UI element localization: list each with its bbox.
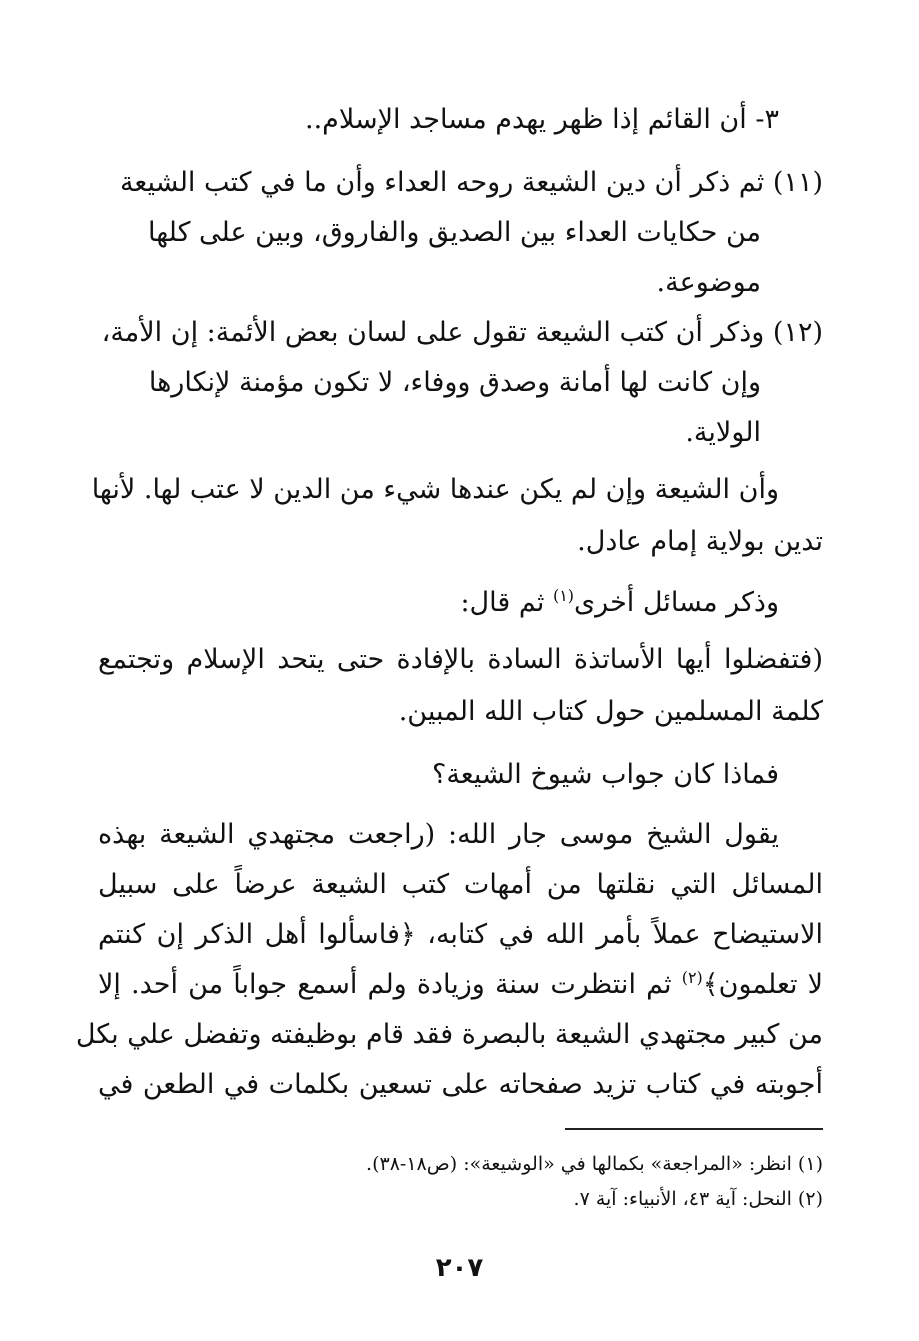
footnote: (١) انظر: «المراجعة» بكمالها في «الوشيعة»: (ص١٨-٣٨).: [366, 1153, 823, 1175]
footnote: (٢) النحل: آية ٤٣، الأنبياء: آية ٧.: [573, 1188, 823, 1210]
text-line: (١١) ثم ذكر أن دين الشيعة روحه العداء وأن ما في كتب الشيعة: [119, 167, 823, 198]
text-line: تدين بولاية إمام عادل.: [577, 526, 823, 557]
text-line: (فتفضلوا أيها الأساتذة السادة بالإفادة حتى يتحد الإسلام وتجتمع: [98, 644, 823, 675]
text-line: فماذا كان جواب شيوخ الشيعة؟: [431, 759, 779, 790]
text-line: (١٢) وذكر أن كتب الشيعة تقول على لسان بعض الأئمة: إن الأمة،: [101, 317, 823, 348]
text-line: المسائل التي نقلتها من أمهات كتب الشيعة عرضاً على سبيل: [98, 869, 823, 900]
text-segment: لا تعلمون﴾: [702, 969, 824, 1000]
text-line: وأن الشيعة وإن لم يكن عندها شيء من الدين لا عتب لها. لأنها: [91, 474, 779, 505]
footnote-marker: (١): [552, 586, 575, 605]
text-line: ٣- أن القائم إذا ظهر يهدم مساجد الإسلام..: [304, 104, 779, 135]
text-line: من كبير مجتهدي الشيعة بالبصرة فقد قام بوظيفته وتفضل علي بكل: [75, 1019, 823, 1050]
text-line: موضوعة.: [656, 267, 761, 298]
text-line: أجوبته في كتاب تزيد صفحاته على تسعين بكلمات في الطعن في: [98, 1069, 823, 1100]
text-line: الاستيضاح عملاً بأمر الله في كتابه، ﴿فاسألوا أهل الذكر إن كنتم: [98, 919, 823, 950]
text-segment: ثم انتظرت سنة وزيادة ولم أسمع جواباً من أحد. إلا: [98, 969, 672, 1000]
footnote-marker: (٢): [681, 968, 703, 987]
text-line: من حكايات العداء بين الصديق والفاروق، وبين على كلها: [147, 217, 761, 248]
text-segment: ثم قال:: [460, 587, 545, 618]
page-number: ٢٠٧: [435, 1253, 484, 1283]
text-segment: وذكر مسائل أخرى: [574, 587, 779, 618]
footnote-divider: [565, 1128, 823, 1130]
text-line: وإن كانت لها أمانة وصدق ووفاء، لا تكون مؤمنة لإنكارها: [148, 367, 761, 398]
text-line: [98, 965, 823, 1005]
text-line: يقول الشيخ موسى جار الله: (راجعت مجتهدي الشيعة بهذه: [98, 819, 779, 850]
text-line: الولاية.: [685, 417, 761, 448]
text-line: [98, 583, 779, 623]
text-line: كلمة المسلمين حول كتاب الله المبين.: [398, 696, 823, 727]
